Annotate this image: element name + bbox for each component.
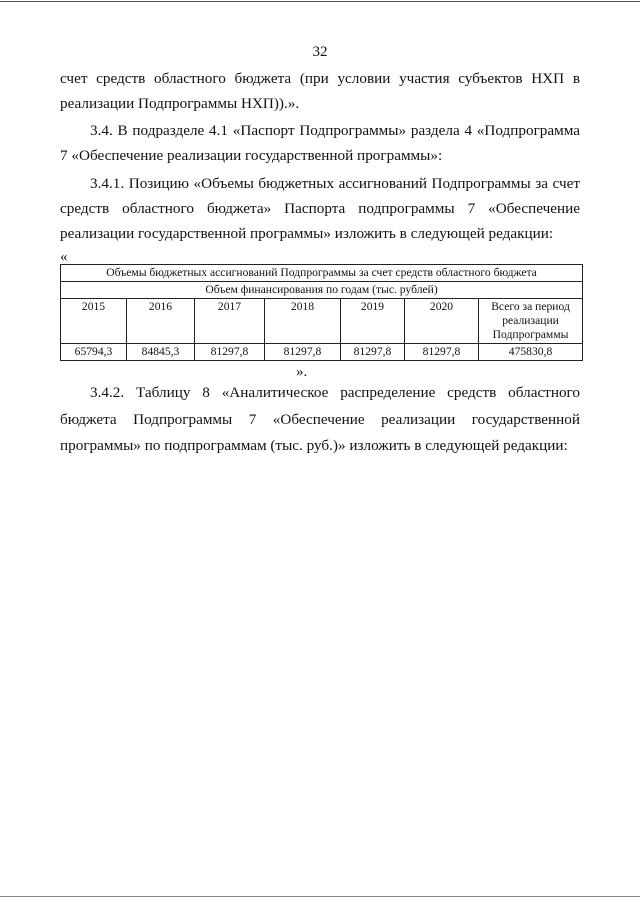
value-cell: 84845,3 xyxy=(127,344,195,361)
paragraph-line: 3.4.1. Позицию «Объемы бюджетных ассигнований Подпрограммы за счет xyxy=(90,175,580,192)
budget-table xyxy=(60,264,583,361)
year-header: 2016 xyxy=(127,299,195,344)
value-cell: 65794,3 xyxy=(61,344,127,361)
paragraph-line: 3.4.2. Таблицу 8 «Аналитическое распределение средств областного xyxy=(90,384,580,401)
value-cell: 81297,8 xyxy=(405,344,479,361)
paragraph-line: программы» по подпрограммам (тыс. руб.)» изложить в следующей редакции: xyxy=(60,437,568,454)
bottom-border-line xyxy=(0,896,640,897)
value-cell: 81297,8 xyxy=(195,344,265,361)
page-number: 32 xyxy=(312,44,328,60)
opening-quote: « xyxy=(60,249,68,265)
closing-quote: ». xyxy=(296,364,308,380)
paragraph-line: средств областного бюджета» Паспорта подпрограммы 7 «Обеспечение xyxy=(60,200,580,217)
top-border-line xyxy=(0,1,640,2)
paragraph-line: 3.4. В подразделе 4.1 «Паспорт Подпрограммы» раздела 4 «Подпрограмма xyxy=(90,122,580,139)
value-cell: 81297,8 xyxy=(265,344,341,361)
year-header: 2015 xyxy=(61,299,127,344)
paragraph-line: бюджета Подпрограммы 7 «Обеспечение реализации государственной xyxy=(60,411,580,428)
total-value-cell: 475830,8 xyxy=(479,344,583,361)
table-subtitle: Объем финансирования по годам (тыс. рублей) xyxy=(61,282,583,299)
paragraph-line: 7 «Обеспечение реализации государственной программы»: xyxy=(60,147,443,164)
year-header: 2019 xyxy=(341,299,405,344)
value-cell: 81297,8 xyxy=(341,344,405,361)
year-header: 2017 xyxy=(195,299,265,344)
table-title: Объемы бюджетных ассигнований Подпрограммы за счет средств областного бюджета xyxy=(61,265,583,282)
year-header: 2018 xyxy=(265,299,341,344)
table-header-row xyxy=(61,299,583,344)
paragraph-line: реализации Подпрограммы НХП)).». xyxy=(60,95,300,112)
paragraph-line: реализации государственной программы» изложить в следующей редакции: xyxy=(60,225,554,242)
total-header: Всего за период реализации Подпрограммы xyxy=(479,299,583,344)
paragraph-line: счет средств областного бюджета (при условии участия субъектов НХП в xyxy=(60,70,580,87)
table-row xyxy=(61,344,583,361)
year-header: 2020 xyxy=(405,299,479,344)
